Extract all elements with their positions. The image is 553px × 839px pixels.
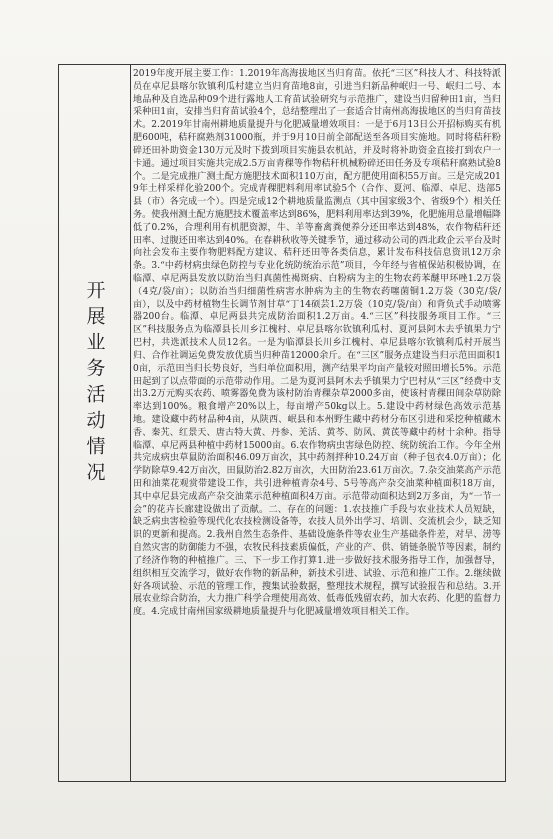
section-label: 开展业务活动情况 — [83, 280, 106, 488]
section-label-cell — [59, 65, 131, 781]
work-report-text: 2019年度开展主要工作：1.2019年高海拔地区当归育苗。依托“三区”科技人才、科技特派员在卓尼县喀尔钦镇利瓜村建立当归育苗地8亩，引进当归新品种岷归一号、岷归二号、本地品种及自选品种09个进行露地人工育苗试验研究与示范推广，建设当归留种田1亩，当归采种田1亩，安排当归育苗试验4个，总结整理出了一套适合甘南州高海拔地区的当归育苗技术。2.2019年甘南州耕地质量提升与化肥减量增效项目：一是于6月13日公开招标购买有机肥600吨，秸秆腐熟剂31000瓶，并于9月10日前全部配送至各项目实施地。同时将秸秆粉碎还田补助资金130万元及时下拨到项目实施县农机站，并及时将补助资金直接打到农户一卡通。通过项目实施共完成2.5万亩青稞等作物秸秆机械粉碎还田任务及专项秸秆腐熟试验8个。二是完成推广测土配方施肥技术面积110万亩，配方肥使用面积55万亩。三是完成2019年土样采样化验200个。完成青稞肥料利用率试验5个（合作、夏河、临潭、卓尼、迭部5县（市）各完成一个）。四是完成12个耕地质量监测点（其中国家级3个、省级9个）相关任务。使我州测土配方施肥技术覆盖率达到86%，肥料利用率达到39%，化肥施用总量增幅降低了0.2%，合理利用有机肥资源，牛、羊等畜禽粪便养分还田率达到48%，农作物秸秆还田率、过腹还田率达到40%。在春耕秋收等关键季节，通过移动公司的西北政企云平台及时向社会发布主要作物肥料配方建议、秸秆还田等各类信息，累计发布科技信息资讯12万余条。3.“中药材病虫绿色防控与专业化统防统治示范”项目，今年经与省植保站积极协调，在临潭、卓尼两县发放以防治当归真菌性褐斑病、白粉病为主的生物农药苯醚甲环唑1.2万袋（4克/袋/亩）；以防治当归细菌性病害水肿病为主的生物农药噻菌铜1.2万袋（30克/袋/亩），以及中药材植物生长调节剂甘草“丁14硕芸1.2万袋（10克/袋/亩）和背负式手动喷雾器200台。临潭、卓尼两县共完成防治面积1.2万亩。4.“三区”科技服务项目工作。“三区”科技服务点为临潭县长川乡江槐村、卓尼县喀尔钦镇利瓜村、夏河县阿木去乎镇果力宁巴村，共选派技术人员12名。一是为临潭县长川乡江槐村、卓尼县喀尔钦镇利瓜村开展当归、合作社调运免费发放优质当归种苗12000余斤。在“三区”服务点建设当归示范田面积10亩，示范田当归长势良好，当归单位面积用，测产结果平均亩产量较对照田增长5%。示范田起到了以点带面的示范带动作用。二是为夏河县阿木去乎镇果力宁巴村从“三区”经费中支出3.2万元购买农药、喷雾器免费为该村防治青稞杂草2000多亩，使该村青稞田间杂草防除率达到100%。粮食增产20%以上，每亩增产50kg以上。5.建设中药材绿色高效示范基地。建设藏中药材品种4亩，从陕西、岷县和本州野生藏中药材分布区引进和采挖种植藏木香、秦艽、红景天、唐古特大黄、丹参、羌活、黄芩、防风、黄芪等藏中药材十余种。指导临潭、卓尼两县种植中药材15000亩。6.农作物病虫害绿色防控、统防统治工作。今年全州共完成病虫草鼠防治面积46.09万亩次，其中药剂拌种10.24万亩（种子包衣4.0万亩）；化学防除草9.42万亩次，田鼠防治2.82万亩次，大田防治23.61万亩次。7.杂交油菜高产示范田和油菜花观赏带建设工作，共引进种植青杂4号、5号等高产杂交油菜种植面积18万亩，其中卓尼县完成高产杂交油菜示范种植面积4万亩。示范带动面积达到2万多亩，为“一节一会”的花卉长廊建设做出了贡献。二、存在的问题：1.农技推广手段与农业技术人员短缺，缺乏病虫害检验等现代化农技检测设备等，农技人员外出学习、培训、交流机会少，缺乏知识的更新和提高。2.我州自然生态条件、基础设施条件等农业生产基础条件差，对旱、涝等自然灾害的防御能力不强，农牧民科技素质偏低，产业的产、供、销链条脱节等因素，制约了经济作物的种植推广。三、下一步工作打算1.进一步做好技术服务指导工作，加强督导，组织相互交流学习，做好农作物的新品种，新技术引进、试验、示范和推广工作。2.继续做好各项试验、示范的管理工作，搜集试验数据，整理技术规程，撰写试验报告和总结。3.开展农业综合防治，大力推广科学合理使用高效、低毒低残留农药，加大农药、化肥的监督力度。4.完成甘南州国家级耕地质量提升与化肥减量增效项目相关工作。 — [133, 69, 501, 618]
content-cell — [133, 68, 501, 778]
activity-form-table — [58, 64, 506, 782]
